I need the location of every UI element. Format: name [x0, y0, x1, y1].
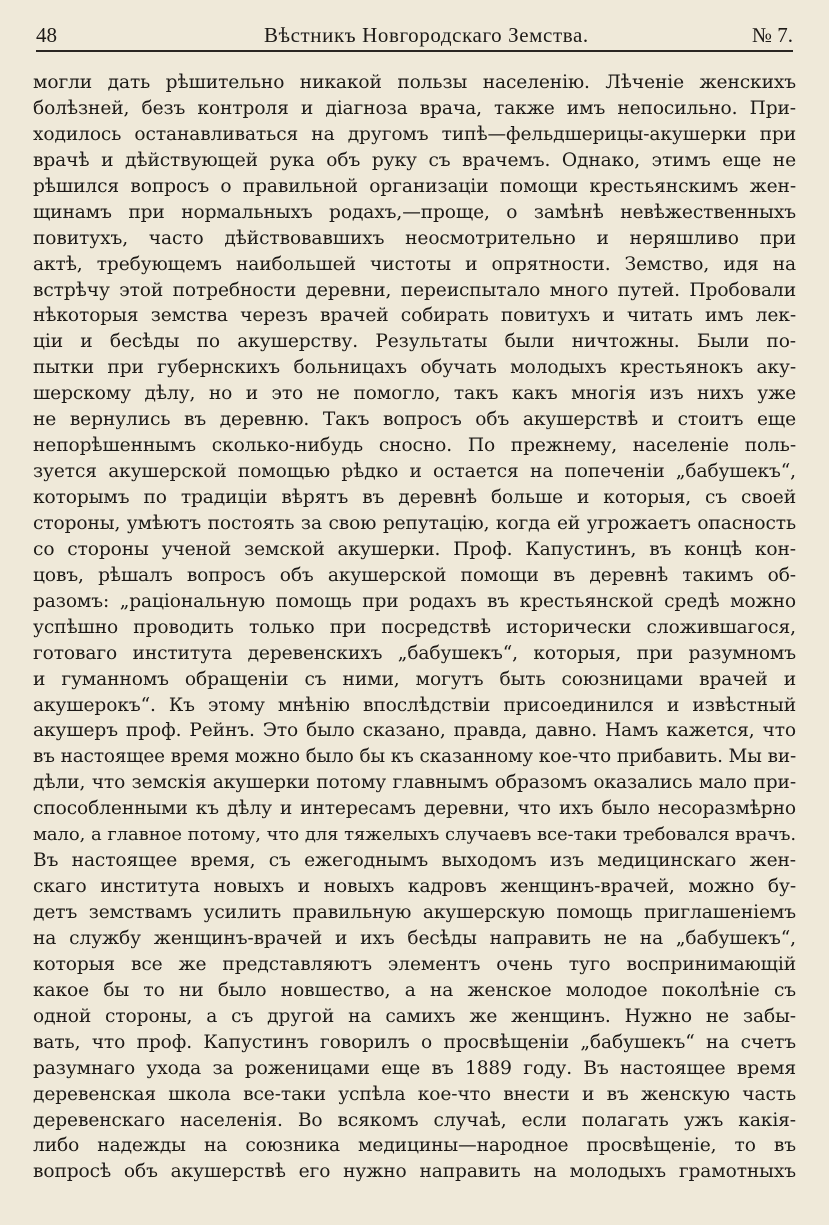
header-rule — [36, 50, 793, 52]
text-line: болѣзней, безъ контроля и діагноза врача, также имъ непосильно. При- — [33, 97, 796, 119]
text-line: не вернулись въ деревню. Такъ вопросъ объ акушерствѣ и стоитъ еще — [33, 409, 796, 431]
text-line: готоваго института деревенскихъ „бабушекъ“, которыя, при разумномъ — [33, 642, 796, 664]
text-line: успѣшно проводить только при посредствѣ исторически сложившагося, — [33, 616, 796, 638]
text-line: актѣ, требующемъ наибольшей чистоты и опрятности. Земство, идя на — [33, 253, 796, 275]
text-line: щинамъ при нормальныхъ родахъ,—проще, о замѣнѣ невѣжественныхъ — [33, 201, 796, 223]
text-line: способленными къ дѣлу и интересамъ деревни, что ихъ было несоразмѣрно — [33, 798, 796, 820]
text-line: на службу женщинъ-врачей и ихъ бесѣды направить не на „бабушекъ“, — [33, 927, 796, 949]
text-line: вопросѣ объ акушерствѣ его нужно направить на молодыхъ грамотныхъ — [33, 1161, 796, 1183]
text-line: какое бы то ни было новшество, а на женское молодое поколѣніе съ — [33, 979, 796, 1001]
running-title: Вѣстникъ Новгородскаго Земства. — [264, 23, 589, 47]
text-line: могли дать рѣшительно никакой пользы населенію. Лѣченіе женскихъ — [33, 72, 796, 93]
text-line: деревенская школа все-таки успѣла кое-что внести и въ женскую часть — [33, 1083, 796, 1105]
text-line: стороны, умѣютъ постоять за свою репутацію, когда ей угрожаетъ опасность — [33, 512, 796, 534]
text-line: въ настоящее время можно было бы къ сказанному кое-что прибавить. Мы ви- — [33, 746, 796, 768]
text-line: нѣкоторыя земства черезъ врачей собирать повитухъ и читать имъ лек- — [33, 305, 796, 327]
text-line: акушерокъ“. Къ этому мнѣнію впослѣдствіи присоединился и извѣстный — [33, 694, 796, 716]
text-line: вать, что проф. Капустинъ говорилъ о просвѣщеніи „бабушекъ“ на счетъ — [33, 1031, 796, 1053]
text-line: рѣшился вопросъ о правильной организаціи помощи крестьянскимъ жен- — [33, 175, 796, 197]
text-line: врачѣ и дѣйствующей рука объ руку съ врачемъ. Однако, этимъ еще не — [33, 149, 796, 171]
text-line: встрѣчу этой потребности деревни, переиспытало много путей. Пробовали — [33, 279, 796, 301]
text-line: дѣли, что земскія акушерки потому главнымъ образомъ оказались мало при- — [33, 772, 796, 794]
text-line: ходилось останавливаться на другомъ типѣ—фельдшерицы-акушерки при — [33, 123, 796, 145]
text-line: которымъ по традиціи вѣрятъ въ деревнѣ больше и которыя, съ своей — [33, 487, 796, 508]
body-text — [33, 70, 796, 1185]
issue-number: № 7. — [751, 23, 793, 47]
text-line: которыя все же представляютъ элементъ очень туго воспринимающій — [33, 953, 796, 975]
text-line: Въ настоящее время, съ ежегоднымъ выходомъ изъ медицинскаго жен- — [33, 850, 796, 872]
text-line: пытки при губернскихъ больницахъ обучать молодыхъ крестьянокъ аку- — [33, 357, 796, 379]
text-line: повитухъ, часто дѣйствовавшихъ неосмотрительно и неряшливо при — [33, 227, 796, 249]
text-line: зуется акушерской помощью рѣдко и остается на попеченіи „бабушекъ“, — [33, 461, 796, 483]
text-line: либо надежды на союзника медицины—народное просвѣщеніе, то въ — [33, 1135, 796, 1157]
text-line: цовъ, рѣшалъ вопросъ объ акушерской помощи въ деревнѣ такимъ об- — [33, 564, 796, 586]
text-line: мало, а главное потому, что для тяжелыхъ случаевъ все-таки требовался врачъ. — [33, 824, 796, 846]
text-line: шерскому дѣлу, но и это не помогло, такъ какъ многія изъ нихъ уже — [33, 383, 796, 405]
text-line: акушеръ проф. Рейнъ. Это было сказано, правда, давно. Намъ кажется, что — [33, 720, 796, 742]
page-number: 48 — [36, 23, 57, 47]
text-line: непорѣшеннымъ сколько-нибудь сносно. По прежнему, населеніе поль- — [33, 435, 796, 457]
text-line: разомъ: „раціональную помощь при родахъ въ крестьянской средѣ можно — [33, 590, 796, 612]
text-line: деревенскаго населенія. Во всякомъ случаѣ, если полагать ужъ какія- — [33, 1109, 796, 1131]
text-line: со стороны ученой земской акушерки. Проф. Капустинъ, въ концѣ кон- — [33, 538, 796, 560]
text-line: разумнаго ухода за роженицами еще въ 1889 году. Въ настоящее время — [33, 1057, 796, 1079]
text-line: ціи и бесѣды по акушерству. Результаты были ничтожны. Были по- — [33, 331, 796, 353]
text-line: скаго института новыхъ и новыхъ кадровъ женщинъ-врачей, можно бу- — [33, 876, 796, 898]
text-line: и гуманномъ обращеніи съ ними, могутъ быть союзницами врачей и — [33, 668, 796, 690]
text-line: одной стороны, а съ другой на самихъ же женщинъ. Нужно не забы- — [33, 1005, 796, 1027]
page-header — [36, 20, 793, 50]
text-line: детъ земствамъ усилить правильную акушерскую помощь приглашеніемъ — [33, 902, 796, 923]
